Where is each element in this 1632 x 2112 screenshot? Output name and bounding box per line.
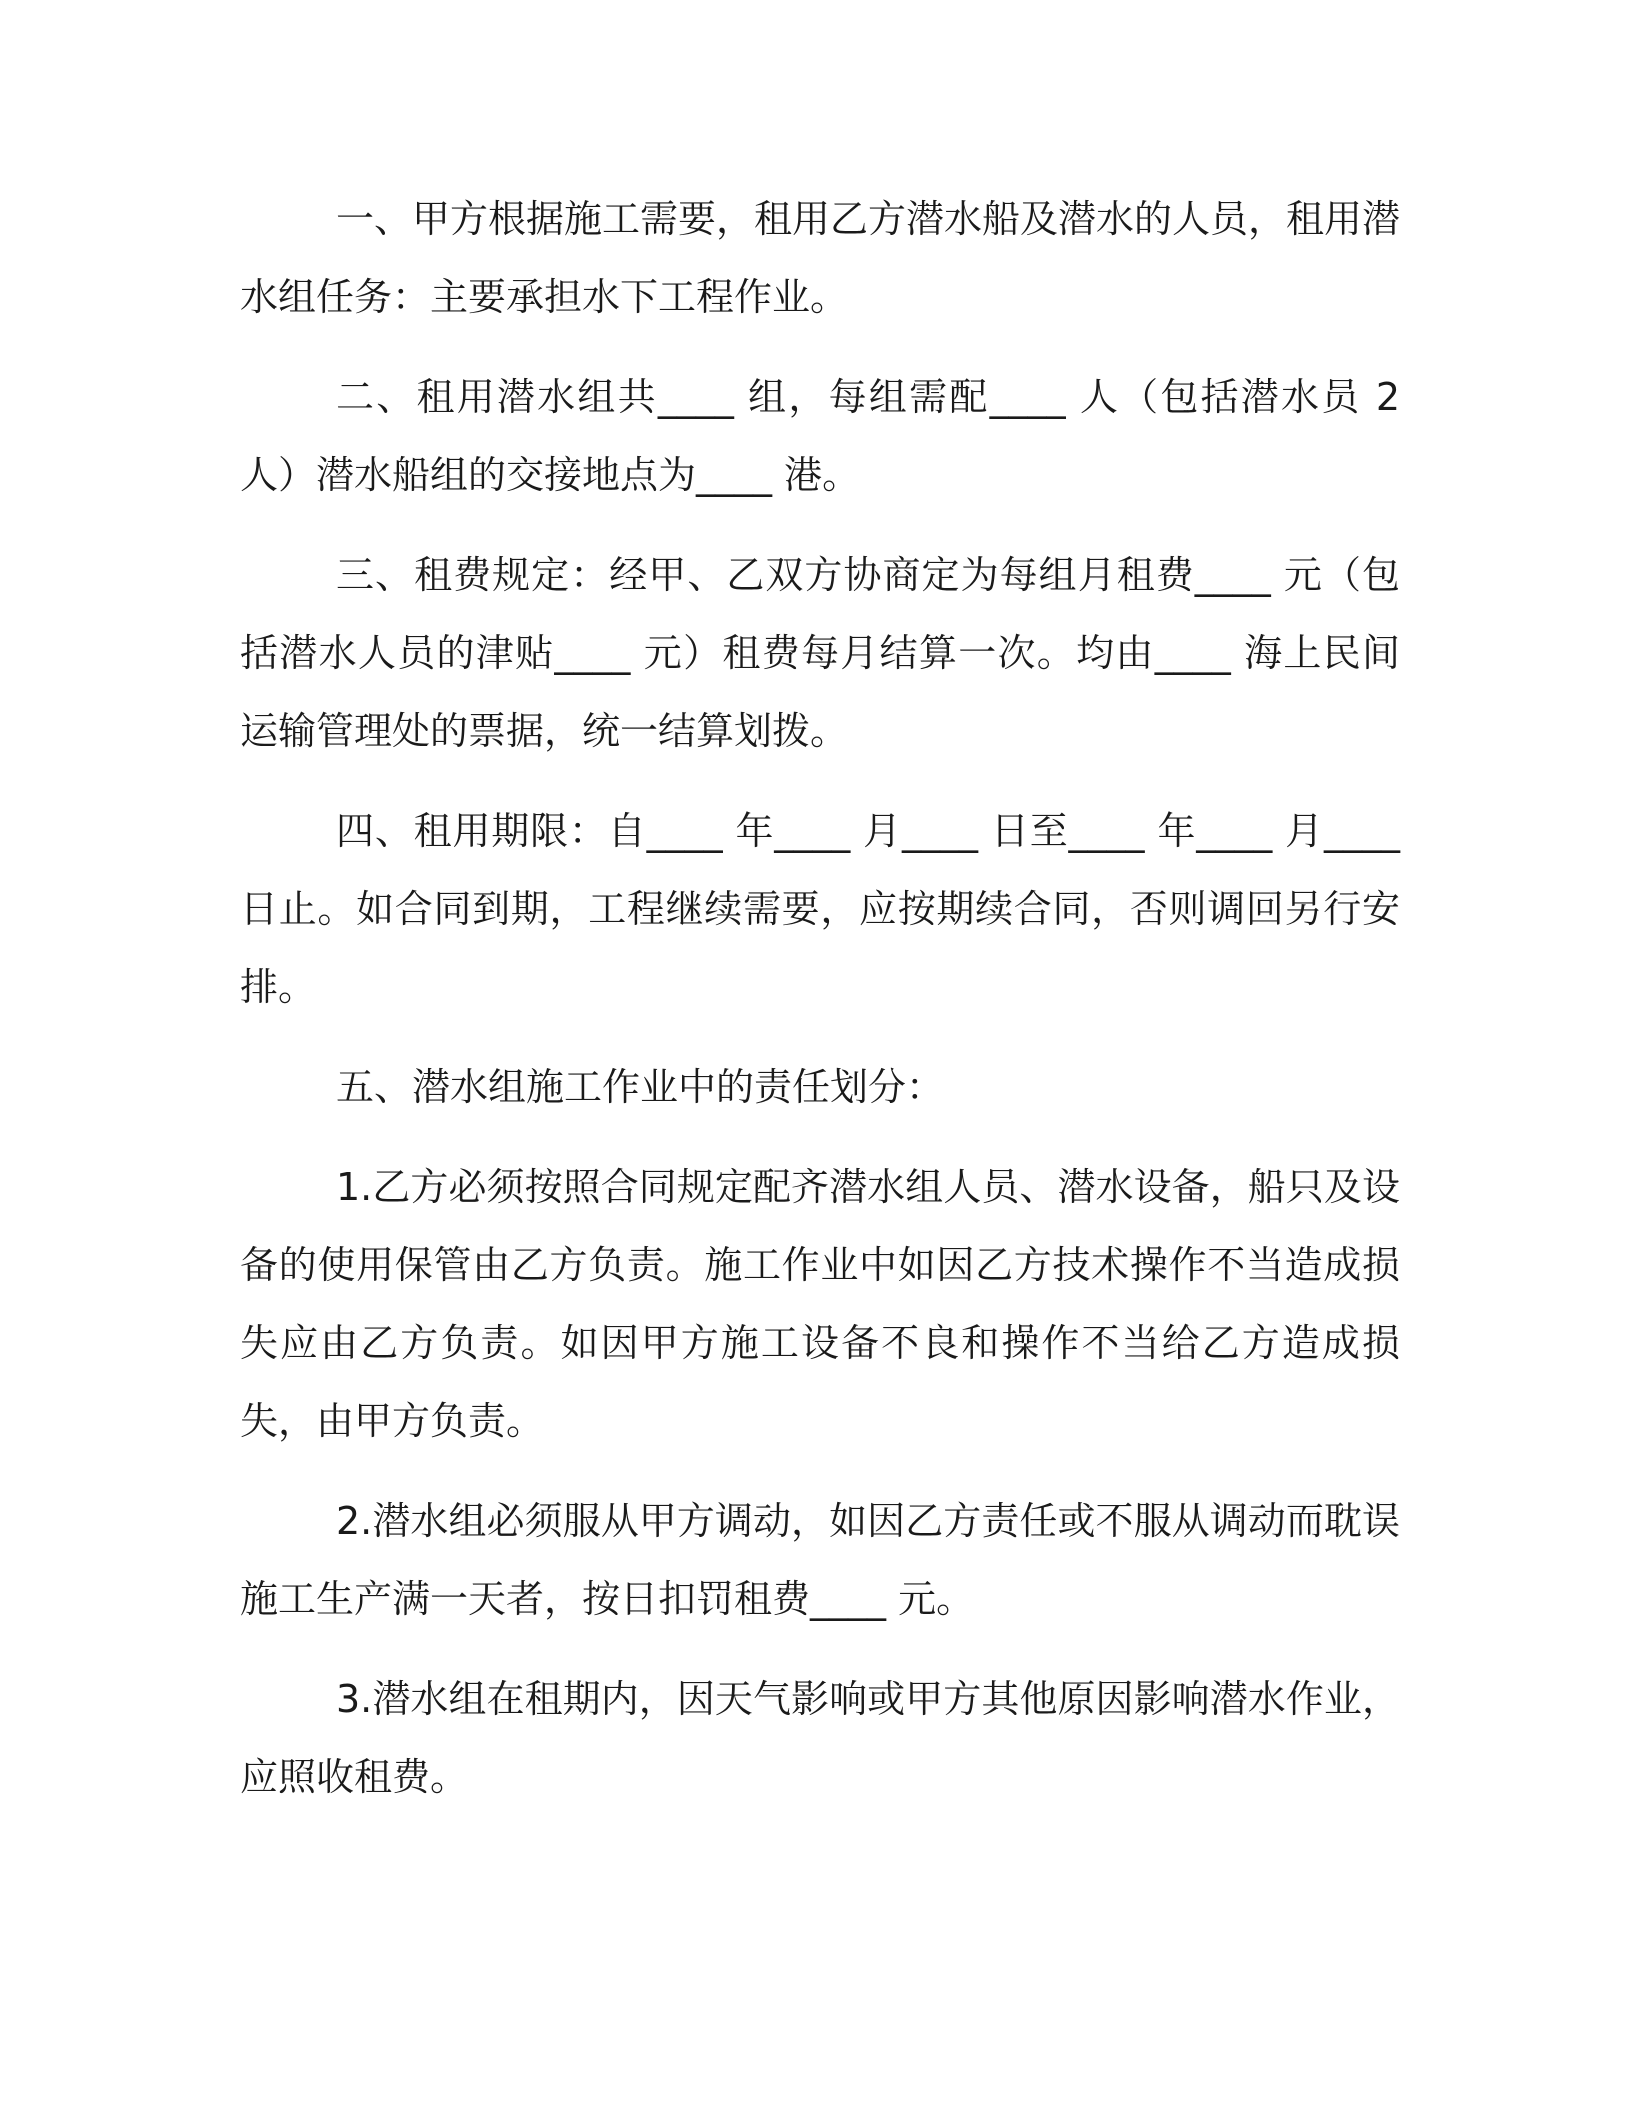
clause-5-item-1: 1.乙方必须按照合同规定配齐潜水组人员、潜水设备，船只及设备的使用保管由乙方负责。施工作业中如因乙方技术操作不当造成损失应由乙方负责。如因甲方施工设备不良和操作不当给乙方造成损失，由甲方负责。 (240, 1165, 1400, 1443)
clause-3-paragraph: 三、租费规定：经甲、乙双方协商定为每组月租费____ 元（包括潜水人员的津贴____ 元）租费每月结算一次。均由____ 海上民间运输管理处的票据，统一结算划拨。 (240, 553, 1400, 753)
clause-5-item-2: 2.潜水组必须服从甲方调动，如因乙方责任或不服从调动而耽误施工生产满一天者，按日扣罚租费____ 元。 (240, 1499, 1400, 1621)
clause-1-paragraph: 一、甲方根据施工需要，租用乙方潜水船及潜水的人员，租用潜水组任务：主要承担水下工程作业。 (240, 197, 1401, 319)
clause-5-item-3: 3.潜水组在租期内，因天气影响或甲方其他原因影响潜水作业，应照收租费。 (240, 1677, 1400, 1799)
clause-2-paragraph: 二、租用潜水组共____ 组，每组需配____ 人（包括潜水员 2 人）潜水船组的交接地点为____ 港。 (240, 375, 1413, 497)
document-body (240, 180, 1413, 1838)
clause-5-heading: 五、潜水组施工作业中的责任划分： (336, 1065, 945, 1109)
clause-4-paragraph: 四、租用期限：自____ 年____ 月____ 日至____ 年____ 月____ 日止。如合同到期，工程继续需要，应按期续合同，否则调回另行安排。 (240, 809, 1413, 1009)
